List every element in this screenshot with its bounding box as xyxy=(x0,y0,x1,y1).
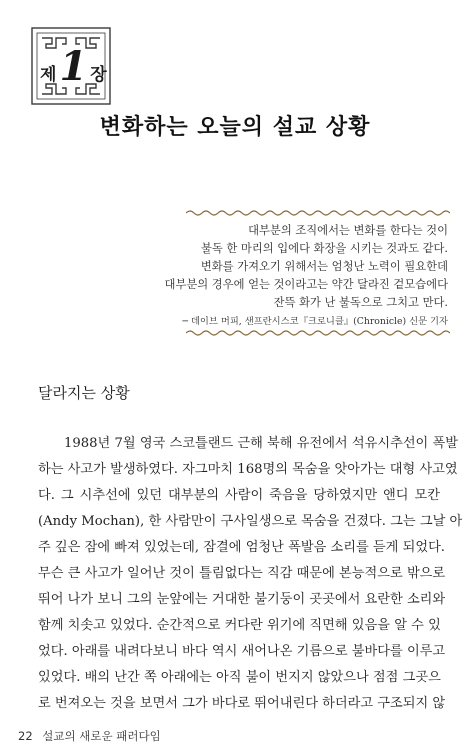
epigraph-line: 대부분의 조직에서는 변화를 한다는 것이 xyxy=(248,224,448,237)
body-line: 하는 사고가 발생하였다. 자그마치 168명의 목숨을 앗아가는 대형 사고였 xyxy=(38,462,458,477)
epigraph-attribution: ─ 데이브 머피, 샌프란시스코『크로니클』(Chronicle) 신문 기자 xyxy=(182,316,448,327)
body-line: 무슨 큰 사고가 일어난 것이 틀림없다는 직감 때문에 본능적으로 밖으로 xyxy=(38,566,446,581)
section-heading: 달라지는 상황 xyxy=(38,384,130,402)
body-text xyxy=(38,431,463,717)
page-number: 22 xyxy=(18,729,33,743)
body-line: (Andy Mochan), 한 사람만이 구사일생으로 목숨을 건졌다. 그는 그날 아 xyxy=(38,514,463,529)
epigraph xyxy=(165,222,448,331)
body-line: 뛰어 나가 보니 그의 눈앞에는 거대한 불기둥이 곳곳에서 요란한 소리와 xyxy=(38,592,446,607)
body-line: 1988년 7월 영국 스코틀랜드 근해 북해 유전에서 석유시추선이 폭발 xyxy=(64,436,458,451)
epigraph-line: 불독 한 마리의 입에다 화장을 시키는 것과도 같다. xyxy=(201,242,448,255)
chapter-prefix: 제 xyxy=(40,65,57,85)
running-title: 설교의 새로운 패러다임 xyxy=(42,729,161,743)
epigraph-line: 잔뜩 화가 난 불독으로 그치고 만다. xyxy=(273,296,448,309)
chapter-suffix: 장 xyxy=(90,65,107,85)
body-line: 다. 그 시추선에 있던 대부분의 사람이 죽음을 당하였지만 앤디 모칸 xyxy=(38,488,440,503)
chapter-title: 변화하는 오늘의 설교 상황 xyxy=(99,115,371,140)
body-line: 로 번져오는 것을 보면서 그가 바다로 뛰어내린다 하더라고 구조되지 않 xyxy=(38,696,446,711)
body-line: 었다. 아래를 내려다보니 바다 역시 새어나온 기름으로 불바다를 이루고 xyxy=(38,644,446,659)
body-line: 있었다. 배의 난간 쪽 아래에는 아직 불이 번지지 않았으나 점점 그곳으 xyxy=(38,670,441,685)
body-line: 함께 치솟고 있었다. 순간적으로 커다란 위기에 직면해 있음을 알 수 있 xyxy=(38,618,441,633)
epigraph-line: 대부분의 경우에 얻는 것이라고는 약간 달라진 겉모습에다 xyxy=(164,278,448,291)
epigraph-bottom-divider xyxy=(186,328,450,338)
epigraph-top-divider xyxy=(186,208,450,218)
chapter-label xyxy=(40,43,107,90)
epigraph-line: 변화를 가져오기 위해서는 엄청난 노력이 필요한데 xyxy=(200,260,448,273)
body-line: 주 깊은 잠에 빠져 있었는데, 잠결에 엄청난 폭발음 소리를 듣게 되었다. xyxy=(38,540,445,555)
chapter-number: 1 xyxy=(59,43,88,90)
page-footer xyxy=(18,728,161,744)
